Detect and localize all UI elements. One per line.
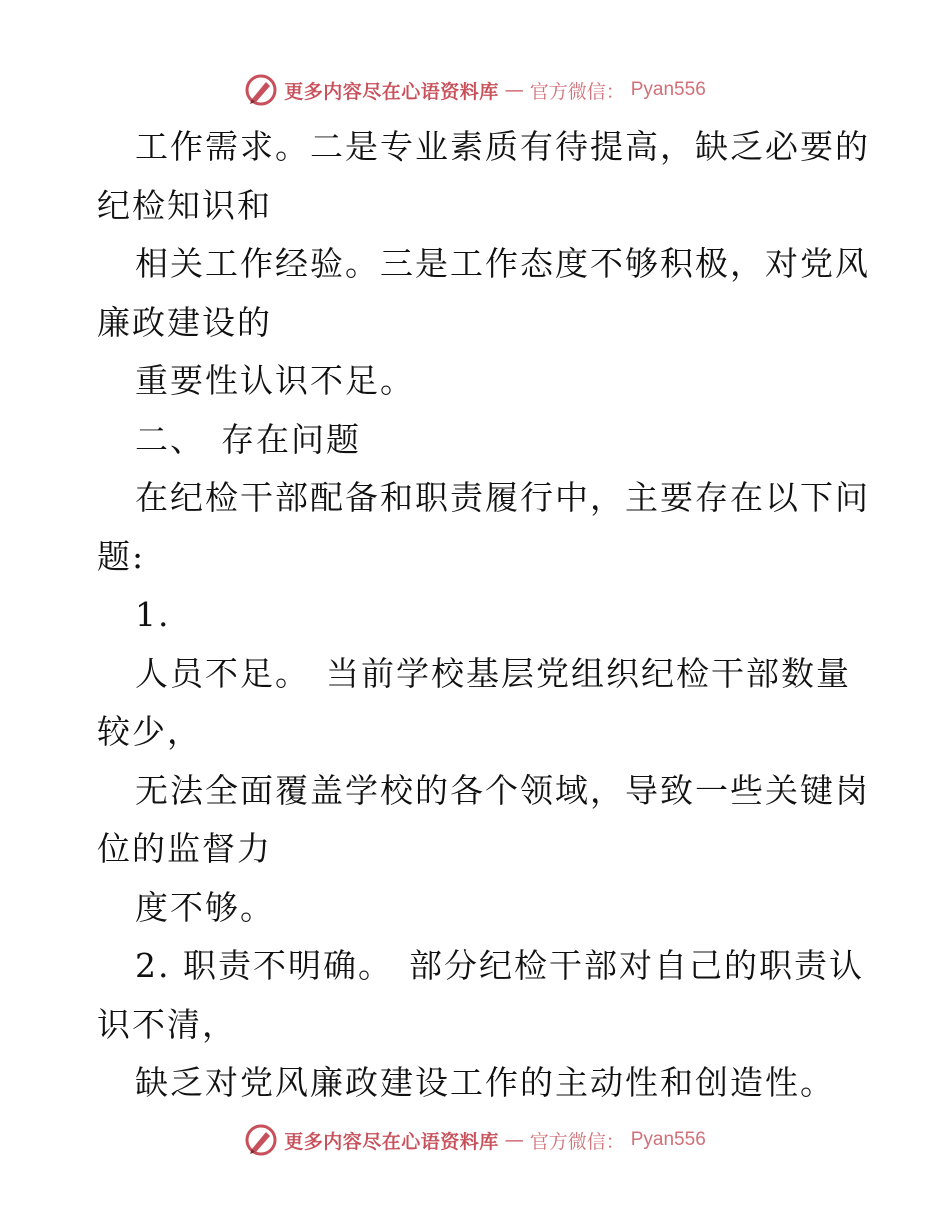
watermark-dash: — bbox=[504, 1129, 524, 1151]
header-watermark bbox=[0, 70, 950, 110]
watermark-brand: 更多内容尽在心语资料库 bbox=[284, 80, 499, 103]
text-line: 度不够。 bbox=[135, 887, 275, 927]
pen-logo-icon bbox=[244, 73, 278, 107]
section-number: 二、 bbox=[135, 419, 205, 459]
section-heading bbox=[97, 411, 857, 470]
pen-logo-icon bbox=[244, 1123, 278, 1157]
text-line: 缺乏对党风廉政建设工作的主动性和创造性。 bbox=[135, 1063, 835, 1102]
section-title: 存在问题 bbox=[221, 419, 361, 459]
text-line: 纪检知识和 bbox=[97, 185, 272, 225]
list-number: 1. bbox=[135, 595, 171, 634]
text-line: 较少， bbox=[97, 712, 202, 751]
text-line: 在纪检干部配备和职责履行中，主要存在以下问 bbox=[135, 478, 870, 517]
footer-watermark bbox=[0, 1120, 950, 1160]
text-line: 无法全面覆盖学校的各个领域，导致一些关键岗 bbox=[135, 770, 870, 810]
text-line: 工作需求。二是专业素质有待提高，缺乏必要的 bbox=[135, 127, 870, 166]
watermark-contact-id: Pyan556 bbox=[630, 79, 706, 100]
item-title: 人员不足。 bbox=[135, 653, 310, 693]
text-line: 相关工作经验。三是工作态度不够积极，对党风 bbox=[135, 244, 870, 283]
text-line: 廉政建设的 bbox=[97, 302, 272, 342]
watermark-dash: — bbox=[504, 79, 524, 101]
text-line: 重要性认识不足。 bbox=[135, 361, 415, 400]
list-item bbox=[97, 937, 864, 996]
text-line: 识不清， bbox=[97, 1004, 237, 1044]
watermark-contact-label: 官方微信： bbox=[529, 80, 625, 103]
item-title: 2. 职责不明确。 bbox=[135, 946, 393, 985]
text-line: 位的监督力 bbox=[97, 829, 272, 868]
watermark-contact-id: Pyan556 bbox=[630, 1129, 706, 1150]
watermark-brand: 更多内容尽在心语资料库 bbox=[284, 1130, 499, 1153]
watermark-contact-label: 官方微信： bbox=[529, 1130, 625, 1153]
body-text bbox=[97, 118, 870, 1113]
list-item bbox=[97, 645, 857, 704]
item-text: 当前学校基层党组织纪检干部数量 bbox=[326, 653, 851, 693]
item-text: 部分纪检干部对自己的职责认 bbox=[408, 946, 864, 985]
text-line: 题: bbox=[97, 536, 146, 576]
